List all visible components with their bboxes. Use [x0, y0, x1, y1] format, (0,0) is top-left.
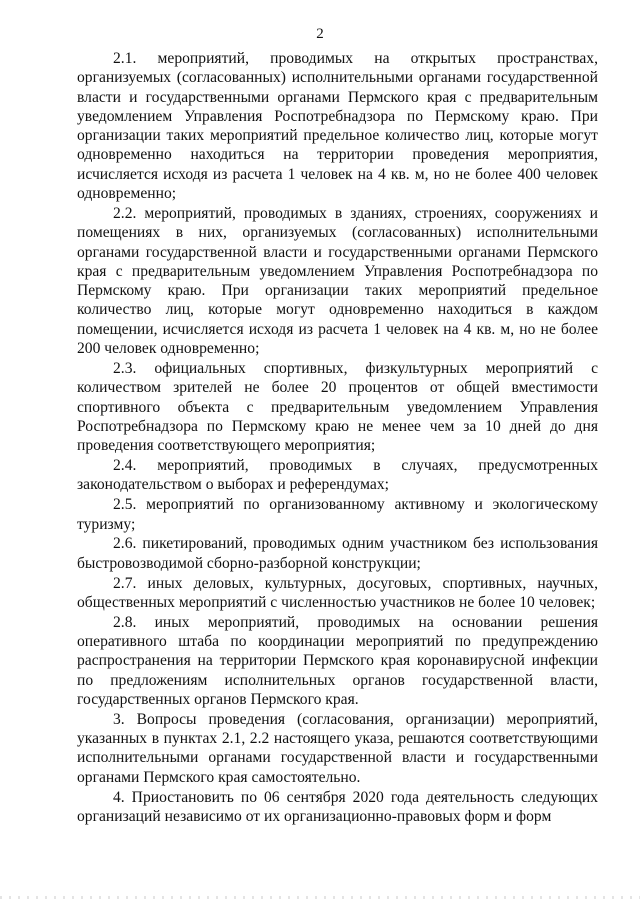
paragraph-2-1: 2.1. мероприятий, проводимых на открытых пространствах, организуемых (согласованных) исполнительными органами государственной власти и государственными органами Пермского края с предварительным уведомлением Управления Роспотребнадзора по Пермскому краю. При организации таких мероприятий предельное количество лиц, которые могут одновременно находиться на территории проведения мероприятия, исчисляется исходя из расчета 1 человек на 4 кв. м, но не более 400 человек одновременно; — [77, 50, 598, 203]
paragraph-2-3: 2.3. официальных спортивных, физкультурных мероприятий с количеством зрителей не более 20 процентов от общей вместимости спортивного объекта с предварительным уведомлением Управления Роспотребнадзора по Пермскому краю не менее чем за 10 дней до дня проведения соответствующего мероприятия; — [77, 359, 598, 455]
paragraph-2-8: 2.8. иных мероприятий, проводимых на основании решения оперативного штаба по координации мероприятий по предупреждению распространения на территории Пермского края коронавирусной инфекции по предложениям исполнительных органов государственной власти, государственных органов Пермского края. — [77, 613, 598, 708]
scan-edge-artifact — [0, 896, 640, 899]
page-number: 2 — [316, 26, 324, 42]
paragraph-4: 4. Приостановить по 06 сентября 2020 года деятельность следующих организаций независимо от их организационно-правовых форм и форм — [77, 788, 598, 825]
document-body — [77, 49, 598, 827]
paragraph-2-2: 2.2. мероприятий, проводимых в зданиях, строениях, сооружениях и помещениях в них, организуемых (согласованных) исполнительными органами государственной власти и государственными органами Пермского края с предварительным уведомлением Управления Роспотребнадзора по Пермскому краю. При организации таких мероприятий предельное количество лиц, которые могут одновременно находиться в каждом помещении, исчисляется исходя из расчета 1 человек на 4 кв. м, но не более 200 человек одновременно; — [77, 204, 598, 358]
paragraph-2-4: 2.4. мероприятий, проводимых в случаях, предусмотренных законодательством о выборах и референдумах; — [77, 457, 598, 494]
paragraph-2-5: 2.5. мероприятий по организованному активному и экологическому туризму; — [77, 496, 598, 533]
paragraph-2-6: 2.6. пикетирований, проводимых одним участником без использования быстровозводимой сборно-разборной конструкции; — [77, 535, 598, 572]
paragraph-2-7: 2.7. иных деловых, культурных, досуговых, спортивных, научных, общественных мероприятий с численностью участников не более 10 человек; — [77, 574, 598, 611]
paragraph-3: 3. Вопросы проведения (согласования, организации) мероприятий, указанных в пунктах 2.1, 2.2 настоящего указа, решаются соответствующими исполнительными органами государственной власти и государственными органами Пермского края самостоятельно. — [77, 710, 598, 786]
